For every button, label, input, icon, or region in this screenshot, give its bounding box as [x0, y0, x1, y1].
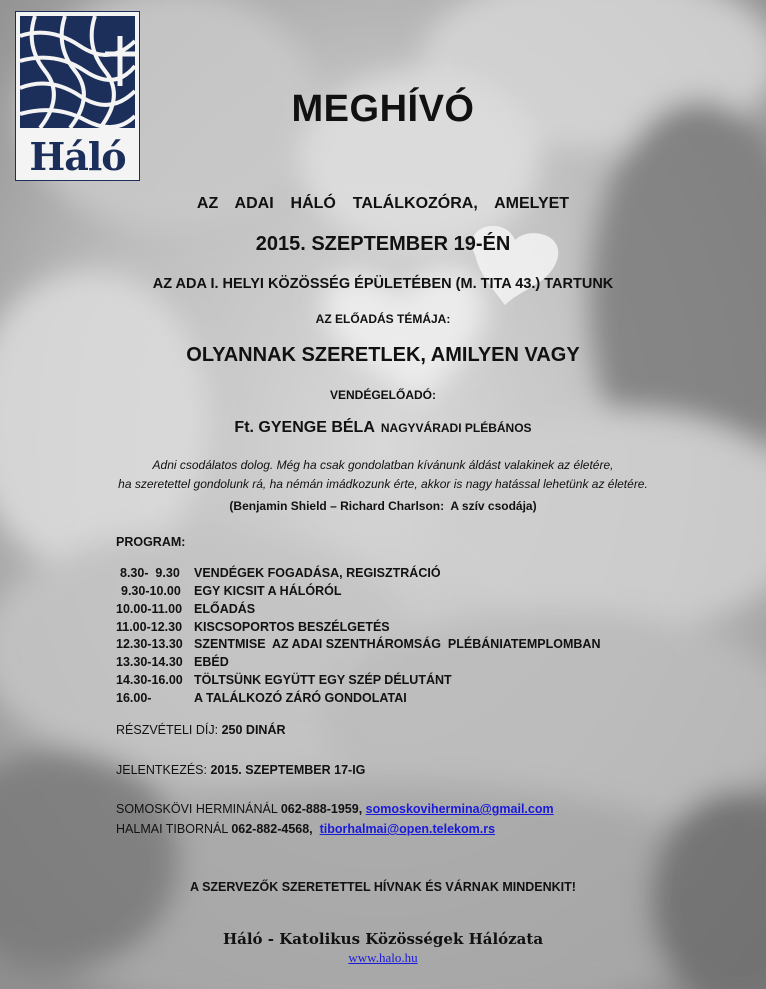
topic-label: AZ ELŐADÁS TÉMÁJA: — [315, 312, 451, 326]
logo-text: Háló — [29, 134, 126, 179]
program-time: 12.30-13.30 — [116, 637, 183, 651]
registration-label: JELENTKEZÉS: — [116, 763, 207, 777]
program-time: 10.00-11.00 — [116, 602, 183, 616]
lecture-topic: OLYANNAK SZERETLEK, AMILYEN VAGY — [186, 344, 580, 366]
event-venue: AZ ADA I. HELYI KÖZÖSSÉG ÉPÜLETÉBEN (M. TITA 43.) TARTUNK — [152, 276, 614, 292]
fee-value: 250 DINÁR — [221, 723, 286, 737]
registration-value: 2015. SZEPTEMBER 17-IG — [210, 763, 366, 777]
program-time: 11.00-12.30 — [116, 620, 183, 634]
intro-line: AZ ADAI HÁLÓ TALÁLKOZÓRA, AMELYET — [196, 195, 570, 212]
speaker — [0, 419, 766, 437]
contact-phone: 062-888-1959, — [280, 802, 363, 816]
quote-line-2: ha szeretettel gondolunk rá, ha némán imádkozunk érte, akkor is nagy hatással lehetünk az életére. — [118, 477, 648, 491]
program-time: 16.00- — [116, 691, 152, 705]
event-date: 2015. SZEPTEMBER 19-ÉN — [255, 233, 511, 255]
program-event: KISCSOPORTOS BESZÉLGETÉS — [194, 620, 390, 634]
program-time: 14.30-16.00 — [116, 673, 183, 687]
contact-name: SOMOSKÖVI HERMINÁNÁL — [116, 802, 278, 816]
contact-name: HALMAI TIBORNÁL — [116, 822, 228, 836]
website-link[interactable]: www.halo.hu — [348, 950, 418, 965]
program-time: 9.30-10.00 — [121, 584, 181, 598]
registration-deadline — [116, 763, 365, 777]
program-event: VENDÉGEK FOGADÁSA, REGISZTRÁCIÓ — [194, 566, 441, 580]
quote-source: (Benjamin Shield – Richard Charlson: A szív csodája) — [229, 499, 537, 513]
contact-email-link[interactable]: somoskovihermina@gmail.com — [365, 802, 554, 816]
closing-line: A SZERVEZŐK SZERETETTEL HÍVNAK ÉS VÁRNAK MINDENKIT! — [190, 880, 576, 894]
page-title: MEGHÍVÓ — [291, 88, 475, 130]
program-heading: PROGRAM: — [116, 535, 186, 549]
participation-fee — [116, 723, 286, 737]
contact-phone: 062-882-4568, — [231, 822, 313, 836]
program-event: TÖLTSÜNK EGYÜTT EGY SZÉP DÉLUTÁNT — [194, 673, 452, 687]
contact-2 — [116, 822, 495, 836]
website-line — [0, 950, 766, 966]
program-event: SZENTMISE AZ ADAI SZENTHÁROMSÁG PLÉBÁNIATEMPLOMBAN — [194, 637, 601, 651]
guest-speaker-label: VENDÉGELŐADÓ: — [329, 388, 436, 402]
quote-line-1: Adni csodálatos dolog. Még ha csak gondolatban kívánunk áldást valakinek az életére, — [152, 458, 614, 472]
program-event: EBÉD — [194, 655, 229, 669]
contact-1 — [116, 802, 554, 816]
program-event: EGY KICSIT A HÁLÓRÓL — [194, 584, 342, 598]
fee-label: RÉSZVÉTELI DÍJ: — [116, 723, 219, 737]
speaker-name: Ft. GYENGE BÉLA — [234, 419, 375, 436]
organization-name: Háló - Katolikus Közösségek Hálózata — [222, 930, 544, 948]
program-event: A TALÁLKOZÓ ZÁRÓ GONDOLATAI — [194, 691, 407, 705]
program-time: 8.30- 9.30 — [120, 566, 180, 580]
speaker-role: NAGYVÁRADI PLÉBÁNOS — [380, 421, 532, 435]
contact-email-link[interactable]: tiborhalmai@open.telekom.rs — [319, 822, 496, 836]
program-time: 13.30-14.30 — [116, 655, 183, 669]
program-event: ELŐADÁS — [194, 602, 256, 616]
